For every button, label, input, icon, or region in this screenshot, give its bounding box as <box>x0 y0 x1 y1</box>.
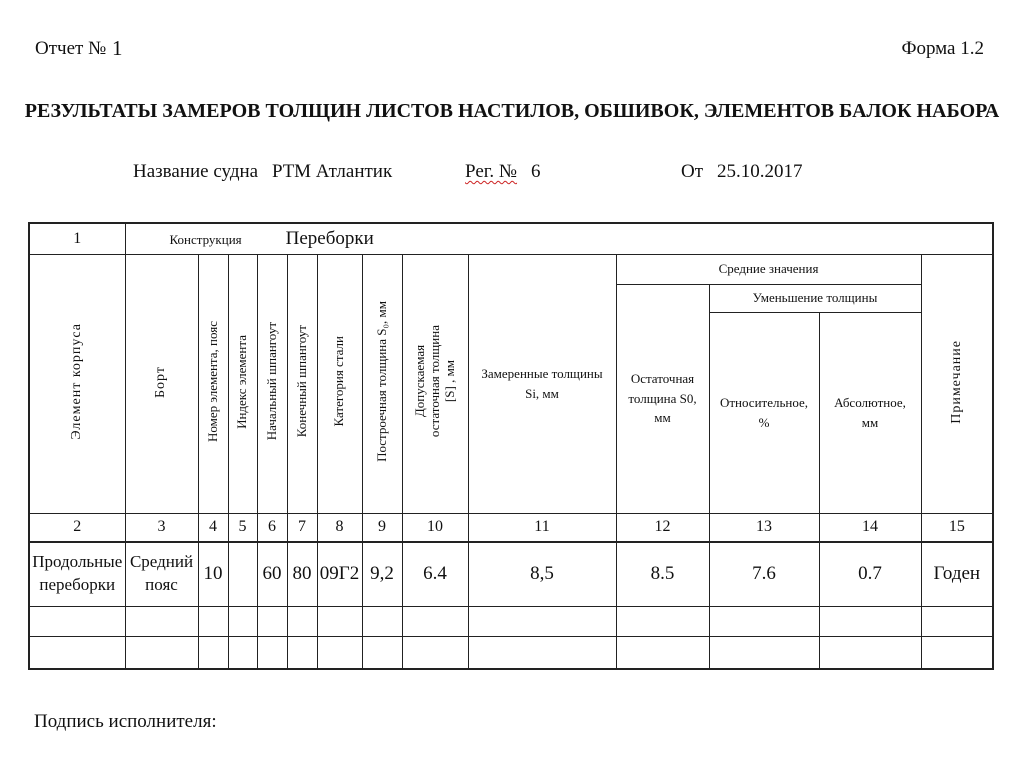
header-measured: Замеренные толщины Si, мм <box>468 254 616 513</box>
date-label: От <box>681 161 704 182</box>
vessel-name-value: РТМ Атлантик <box>272 161 393 182</box>
empty-row <box>29 636 993 669</box>
table-row <box>29 542 993 606</box>
header-end-frame: Конечный шпангоут <box>287 254 317 513</box>
column-number: 6 <box>257 513 287 542</box>
column-number: 10 <box>402 513 468 542</box>
cell-residual: 8.5 <box>616 542 709 606</box>
column-numbers-row <box>29 513 993 542</box>
construction-label: Конструкция <box>169 231 242 247</box>
header-belt-number: Номер элемента, пояс <box>198 254 228 513</box>
construction-cell <box>125 223 993 254</box>
construction-value: Переборки <box>285 227 374 249</box>
measurement-table <box>28 222 994 670</box>
column-1-number: 1 <box>29 223 125 254</box>
registration-label: Рег. № <box>465 161 518 182</box>
cell-belt-number: 10 <box>198 542 228 606</box>
column-number: 9 <box>362 513 402 542</box>
vessel-name-label: Название судна <box>133 161 259 182</box>
signature-label: Подпись исполнителя: <box>34 711 217 732</box>
column-number: 14 <box>819 513 921 542</box>
form-label: Форма 1.2 <box>901 38 984 59</box>
cell-steel-category: 09Г2 <box>317 542 362 606</box>
cell-relative: 7.6 <box>709 542 819 606</box>
column-number: 5 <box>228 513 257 542</box>
cell-measured: 8,5 <box>468 542 616 606</box>
header-side: Борт <box>125 254 198 513</box>
column-number: 2 <box>29 513 125 542</box>
column-number: 12 <box>616 513 709 542</box>
header-allowed-thickness: Допускаемая остаточная толщина [S] , мм <box>402 254 468 513</box>
column-number: 4 <box>198 513 228 542</box>
header-absolute: Абсолютное, мм <box>819 312 921 513</box>
column-number: 13 <box>709 513 819 542</box>
header-start-frame: Начальный шпангоут <box>257 254 287 513</box>
header-element: Элемент корпуса <box>29 254 125 513</box>
header-average: Средние значения <box>616 254 921 284</box>
cell-element: Продольные переборки <box>29 542 125 606</box>
cell-end-frame: 80 <box>287 542 317 606</box>
header-note: Примечание <box>921 254 993 513</box>
header-row-1 <box>29 254 993 284</box>
cell-absolute: 0.7 <box>819 542 921 606</box>
construction-row <box>29 223 993 254</box>
cell-start-frame: 60 <box>257 542 287 606</box>
header-relative: Относительное, % <box>709 312 819 513</box>
cell-note: Годен <box>921 542 993 606</box>
column-number: 8 <box>317 513 362 542</box>
date-value: 25.10.2017 <box>717 161 803 182</box>
header-reduction: Уменьшение толщины <box>709 284 921 312</box>
header-residual: Остаточная толщина S0, мм <box>616 284 709 513</box>
column-number: 15 <box>921 513 993 542</box>
document-title: РЕЗУЛЬТАТЫ ЗАМЕРОВ ТОЛЩИН ЛИСТОВ НАСТИЛОВ, ОБШИВОК, ЭЛЕМЕНТОВ БАЛОК НАБОРА <box>24 100 1000 122</box>
cell-side: Средний пояс <box>125 542 198 606</box>
header-steel-category: Категория стали <box>317 254 362 513</box>
cell-built-thickness: 9,2 <box>362 542 402 606</box>
column-number: 3 <box>125 513 198 542</box>
empty-row <box>29 606 993 636</box>
report-number-value: 1 <box>112 36 123 60</box>
column-number: 7 <box>287 513 317 542</box>
cell-allowed-thickness: 6.4 <box>402 542 468 606</box>
header-element-index: Индекс элемента <box>228 254 257 513</box>
report-number-label: Отчет № <box>35 38 107 59</box>
cell-element-index <box>228 542 257 606</box>
column-number: 11 <box>468 513 616 542</box>
header-built-thickness: Построечная толщина S₀, мм <box>362 254 402 513</box>
registration-value: 6 <box>531 161 541 182</box>
